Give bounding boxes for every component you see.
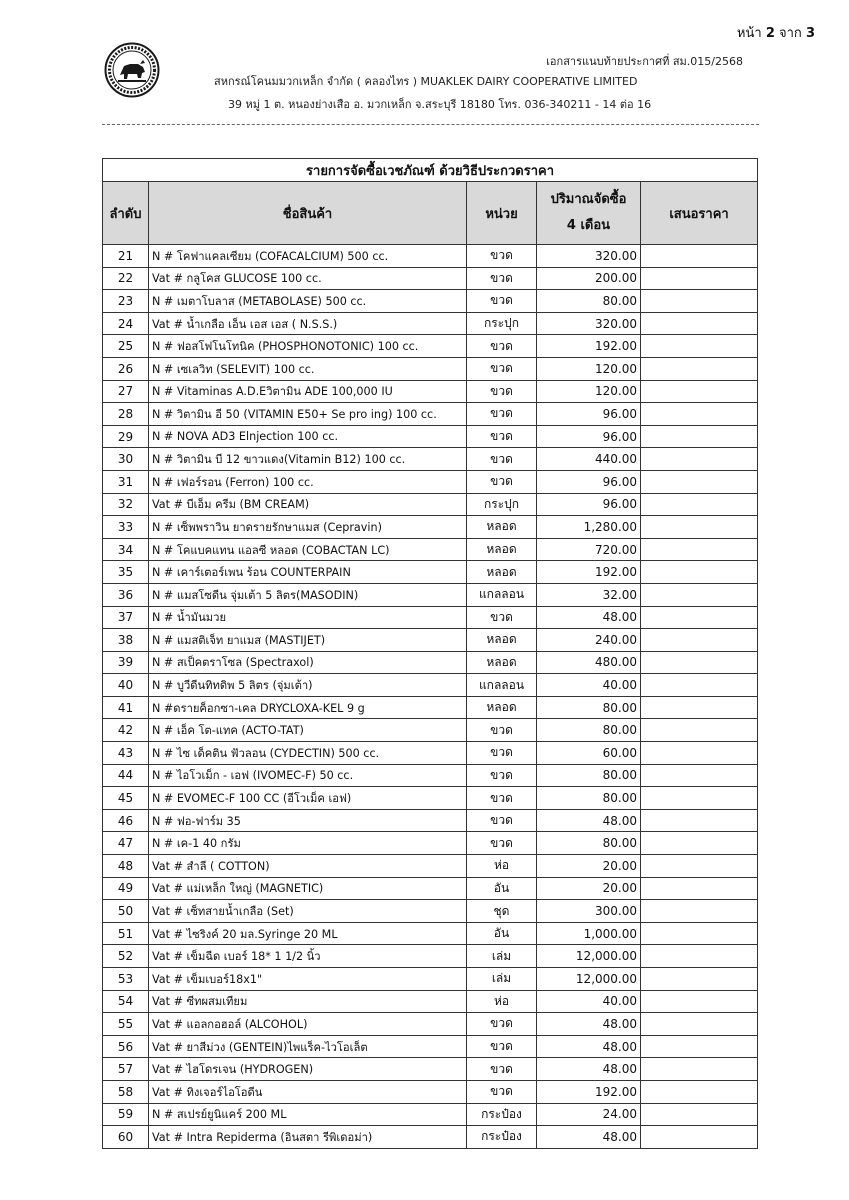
item-bid-price[interactable] <box>641 561 758 584</box>
item-name: N # บูวีดีนทิทดิพ 5 ลิตร (จุ่มเต้า) <box>149 674 467 697</box>
item-unit: ขวด <box>467 1058 537 1081</box>
item-bid-price[interactable] <box>641 787 758 810</box>
table-row <box>103 516 758 539</box>
table-title: รายการจัดซื้อเวชภัณฑ์ ด้วยวิธีประกวดราคา <box>103 159 758 182</box>
item-name: Vat # ไซริงค์ 20 มล.Syringe 20 ML <box>149 922 467 945</box>
table-row <box>103 1013 758 1036</box>
item-name: Vat # แอลกอฮอล์ (ALCOHOL) <box>149 1013 467 1036</box>
table-row <box>103 335 758 358</box>
item-unit: เล่ม <box>467 945 537 968</box>
row-number: 37 <box>103 606 149 629</box>
row-number: 45 <box>103 787 149 810</box>
item-quantity: 48.00 <box>537 1058 641 1081</box>
row-number: 59 <box>103 1103 149 1126</box>
item-quantity: 200.00 <box>537 267 641 290</box>
table-row <box>103 290 758 313</box>
item-name: Vat # แม่เหล็ก ใหญ่ (MAGNETIC) <box>149 877 467 900</box>
item-name: Vat # กลูโคส GLUCOSE 100 cc. <box>149 267 467 290</box>
item-bid-price[interactable] <box>641 380 758 403</box>
column-header-bid: เสนอราคา <box>641 182 758 245</box>
item-unit: กระปุก <box>467 493 537 516</box>
organization-address: 39 หมู่ 1 ต. หนองย่างเสือ อ. มวกเหล็ก จ.สระบุรี 18180 โทร. 036-340211 - 14 ต่อ 16 <box>228 98 652 111</box>
item-quantity: 240.00 <box>537 629 641 652</box>
item-quantity: 80.00 <box>537 764 641 787</box>
row-number: 52 <box>103 945 149 968</box>
table-row <box>103 787 758 810</box>
item-unit: ขวด <box>467 1035 537 1058</box>
item-unit: อัน <box>467 877 537 900</box>
item-unit: ชุด <box>467 900 537 923</box>
item-quantity: 80.00 <box>537 787 641 810</box>
item-unit: ขวด <box>467 1080 537 1103</box>
item-bid-price[interactable] <box>641 245 758 268</box>
item-quantity: 80.00 <box>537 696 641 719</box>
row-number: 56 <box>103 1035 149 1058</box>
page-number <box>737 22 815 43</box>
item-name: N # Vitaminas A.D.Eวิตามิน ADE 100,000 IU <box>149 380 467 403</box>
table-row <box>103 968 758 991</box>
row-number: 50 <box>103 900 149 923</box>
table-row <box>103 448 758 471</box>
announcement-reference: เอกสารแนบท้ายประกาศที่ สม.015/2568 <box>546 55 743 68</box>
item-name: N # แมสโซดีน จุ่มเต้า 5 ลิตร(MASODIN) <box>149 583 467 606</box>
item-quantity: 20.00 <box>537 877 641 900</box>
item-bid-price[interactable] <box>641 403 758 426</box>
item-name: N # EVOMEC-F 100 CC (อีโวเม็ค เอฟ) <box>149 787 467 810</box>
item-unit: หลอด <box>467 538 537 561</box>
organization-name: สหกรณ์โคนมมวกเหล็ก จำกัด ( คลองไทร ) MUAKLEK DAIRY COOPERATIVE LIMITED <box>214 75 638 88</box>
item-quantity: 40.00 <box>537 674 641 697</box>
table-row <box>103 945 758 968</box>
item-quantity: 1,280.00 <box>537 516 641 539</box>
table-row <box>103 1103 758 1126</box>
item-unit: ขวด <box>467 245 537 268</box>
header-divider <box>102 124 759 125</box>
item-bid-price[interactable] <box>641 583 758 606</box>
table-row <box>103 855 758 878</box>
table-row <box>103 357 758 380</box>
item-quantity: 192.00 <box>537 335 641 358</box>
table-row <box>103 425 758 448</box>
item-quantity: 12,000.00 <box>537 945 641 968</box>
item-bid-price[interactable] <box>641 357 758 380</box>
item-bid-price[interactable] <box>641 674 758 697</box>
item-unit: ขวด <box>467 1013 537 1036</box>
row-number: 53 <box>103 968 149 991</box>
row-number: 21 <box>103 245 149 268</box>
item-quantity: 48.00 <box>537 1126 641 1149</box>
item-quantity: 32.00 <box>537 583 641 606</box>
column-header-quantity <box>537 182 641 245</box>
item-bid-price[interactable] <box>641 629 758 652</box>
item-quantity: 48.00 <box>537 1013 641 1036</box>
item-bid-price[interactable] <box>641 1013 758 1036</box>
row-number: 54 <box>103 990 149 1013</box>
row-number: 42 <box>103 719 149 742</box>
item-quantity: 720.00 <box>537 538 641 561</box>
item-unit: เล่ม <box>467 968 537 991</box>
item-bid-price[interactable] <box>641 855 758 878</box>
item-bid-price[interactable] <box>641 606 758 629</box>
item-name: N # สเป็คตราโซล (Spectraxol) <box>149 651 467 674</box>
item-quantity: 48.00 <box>537 1035 641 1058</box>
column-header-unit: หน่วย <box>467 182 537 245</box>
item-quantity: 120.00 <box>537 357 641 380</box>
item-name: Vat # Intra Repiderma (อินสตา รีพิเดอม่า) <box>149 1126 467 1149</box>
page-total: 3 <box>805 26 815 41</box>
item-bid-price[interactable] <box>641 312 758 335</box>
item-quantity: 80.00 <box>537 290 641 313</box>
item-unit: ขวด <box>467 290 537 313</box>
item-unit: ขวด <box>467 719 537 742</box>
row-number: 28 <box>103 403 149 426</box>
item-unit: กระปุก <box>467 312 537 335</box>
item-quantity: 440.00 <box>537 448 641 471</box>
row-number: 44 <box>103 764 149 787</box>
page-of-label: จาก <box>779 26 802 41</box>
item-bid-price[interactable] <box>641 1035 758 1058</box>
row-number: 58 <box>103 1080 149 1103</box>
item-name: Vat # น้ำเกลือ เอ็น เอส เอส ( N.S.S.) <box>149 312 467 335</box>
table-row <box>103 696 758 719</box>
item-quantity: 80.00 <box>537 832 641 855</box>
row-number: 48 <box>103 855 149 878</box>
item-quantity: 192.00 <box>537 561 641 584</box>
item-bid-price[interactable] <box>641 470 758 493</box>
item-name: N # โคฟาแคลเซียม (COFACALCIUM) 500 cc. <box>149 245 467 268</box>
item-name: N # ฟอสโฟโนโทนิค (PHOSPHONOTONIC) 100 cc. <box>149 335 467 358</box>
row-number: 24 <box>103 312 149 335</box>
item-bid-price[interactable] <box>641 651 758 674</box>
row-number: 29 <box>103 425 149 448</box>
item-bid-price[interactable] <box>641 1080 758 1103</box>
item-name: N # สเปรย์ยูนิแคร์ 200 ML <box>149 1103 467 1126</box>
row-number: 49 <box>103 877 149 900</box>
item-name: N # วิตามิน อี 50 (VITAMIN E50+ Se pro ing) 100 cc. <box>149 403 467 426</box>
item-quantity: 96.00 <box>537 493 641 516</box>
row-number: 43 <box>103 742 149 765</box>
item-unit: ห่อ <box>467 855 537 878</box>
page-current: 2 <box>765 26 775 41</box>
row-number: 57 <box>103 1058 149 1081</box>
row-number: 51 <box>103 922 149 945</box>
item-bid-price[interactable] <box>641 425 758 448</box>
item-quantity: 40.00 <box>537 990 641 1013</box>
table-row <box>103 267 758 290</box>
item-name: Vat # สำลี ( COTTON) <box>149 855 467 878</box>
item-unit: หลอด <box>467 561 537 584</box>
row-number: 23 <box>103 290 149 313</box>
item-quantity: 120.00 <box>537 380 641 403</box>
item-name: N # แมสติเจ็ท ยาแมส (MASTIJET) <box>149 629 467 652</box>
item-bid-price[interactable] <box>641 267 758 290</box>
table-row <box>103 764 758 787</box>
item-unit: หลอด <box>467 696 537 719</box>
item-unit: ขวด <box>467 809 537 832</box>
item-quantity: 96.00 <box>537 403 641 426</box>
table-row <box>103 245 758 268</box>
table-row <box>103 583 758 606</box>
table-row <box>103 742 758 765</box>
item-bid-price[interactable] <box>641 809 758 832</box>
item-bid-price[interactable] <box>641 1126 758 1149</box>
item-name: N # NOVA AD3 Elnjection 100 cc. <box>149 425 467 448</box>
item-bid-price[interactable] <box>641 696 758 719</box>
table-row <box>103 651 758 674</box>
item-name: N # เมตาโบลาส (METABOLASE) 500 cc. <box>149 290 467 313</box>
item-quantity: 12,000.00 <box>537 968 641 991</box>
table-row <box>103 832 758 855</box>
row-number: 36 <box>103 583 149 606</box>
table-row <box>103 900 758 923</box>
item-name: N # เฟอร์รอน (Ferron) 100 cc. <box>149 470 467 493</box>
row-number: 32 <box>103 493 149 516</box>
item-name: Vat # ซีทผสมเทียม <box>149 990 467 1013</box>
item-quantity: 320.00 <box>537 245 641 268</box>
item-bid-price[interactable] <box>641 764 758 787</box>
item-bid-price[interactable] <box>641 290 758 313</box>
item-unit: ห่อ <box>467 990 537 1013</box>
item-name: Vat # เข็มเบอร์18x1" <box>149 968 467 991</box>
column-header-no: ลำดับ <box>103 182 149 245</box>
item-unit: หลอด <box>467 629 537 652</box>
item-bid-price[interactable] <box>641 877 758 900</box>
item-unit: ขวด <box>467 335 537 358</box>
procurement-table <box>102 158 758 1149</box>
table-row <box>103 561 758 584</box>
item-quantity: 96.00 <box>537 425 641 448</box>
table-row <box>103 493 758 516</box>
item-quantity: 192.00 <box>537 1080 641 1103</box>
item-name: N #ดรายค็อกซา-เคล DRYCLOXA-KEL 9 g <box>149 696 467 719</box>
item-unit: ขวด <box>467 403 537 426</box>
row-number: 60 <box>103 1126 149 1149</box>
item-quantity: 480.00 <box>537 651 641 674</box>
item-unit: หลอด <box>467 651 537 674</box>
item-bid-price[interactable] <box>641 900 758 923</box>
table-row <box>103 1126 758 1149</box>
item-name: N # ไซ เด็คติน ฟัวลอน (CYDECTIN) 500 cc. <box>149 742 467 765</box>
table-row <box>103 606 758 629</box>
item-bid-price[interactable] <box>641 1058 758 1081</box>
item-unit: ขวด <box>467 380 537 403</box>
item-bid-price[interactable] <box>641 945 758 968</box>
row-number: 39 <box>103 651 149 674</box>
item-name: Vat # เซ็ทสายน้ำเกลือ (Set) <box>149 900 467 923</box>
item-unit: ขวด <box>467 742 537 765</box>
item-unit: ขวด <box>467 606 537 629</box>
item-name: Vat # ทิงเจอร์ไอโอดีน <box>149 1080 467 1103</box>
item-unit: หลอด <box>467 516 537 539</box>
table-row <box>103 380 758 403</box>
item-name: N # เซเลวิท (SELEVIT) 100 cc. <box>149 357 467 380</box>
column-header-quantity-line2: 4 เดือน <box>566 218 611 233</box>
item-unit: แกลลอน <box>467 583 537 606</box>
item-name: Vat # ไฮโดรเจน (HYDROGEN) <box>149 1058 467 1081</box>
item-name: N # โคแบคแทน แอลซี หลอด (COBACTAN LC) <box>149 538 467 561</box>
table-body <box>103 245 758 1149</box>
item-unit: แกลลอน <box>467 674 537 697</box>
table-row <box>103 403 758 426</box>
table-row <box>103 470 758 493</box>
row-number: 40 <box>103 674 149 697</box>
item-bid-price[interactable] <box>641 516 758 539</box>
page-label: หน้า <box>736 26 762 41</box>
item-bid-price[interactable] <box>641 990 758 1013</box>
row-number: 41 <box>103 696 149 719</box>
item-quantity: 20.00 <box>537 855 641 878</box>
item-quantity: 24.00 <box>537 1103 641 1126</box>
item-bid-price[interactable] <box>641 968 758 991</box>
item-name: N # ฟอ-ฟาร์ม 35 <box>149 809 467 832</box>
item-bid-price[interactable] <box>641 538 758 561</box>
table-row <box>103 719 758 742</box>
table-row <box>103 990 758 1013</box>
row-number: 31 <box>103 470 149 493</box>
row-number: 34 <box>103 538 149 561</box>
item-unit: ขวด <box>467 448 537 471</box>
item-unit: กระป๋อง <box>467 1103 537 1126</box>
item-unit: ขวด <box>467 787 537 810</box>
item-quantity: 60.00 <box>537 742 641 765</box>
item-unit: ขวด <box>467 425 537 448</box>
item-bid-price[interactable] <box>641 832 758 855</box>
item-bid-price[interactable] <box>641 448 758 471</box>
item-quantity: 1,000.00 <box>537 922 641 945</box>
row-number: 38 <box>103 629 149 652</box>
row-number: 35 <box>103 561 149 584</box>
item-unit: ขวด <box>467 267 537 290</box>
item-bid-price[interactable] <box>641 922 758 945</box>
item-name: N # วิตามิน บี 12 ขาวแดง(Vitamin B12) 100 cc. <box>149 448 467 471</box>
item-name: N # เอ็ค โต-แทค (ACTO-TAT) <box>149 719 467 742</box>
row-number: 33 <box>103 516 149 539</box>
item-name: N # ไอโวเม็ก - เอฟ (IVOMEC-F) 50 cc. <box>149 764 467 787</box>
item-unit: ขวด <box>467 832 537 855</box>
table-row <box>103 538 758 561</box>
table-row <box>103 312 758 335</box>
item-bid-price[interactable] <box>641 719 758 742</box>
item-name: N # เซ็พพราวิน ยาดรายรักษาแมส (Cepravin) <box>149 516 467 539</box>
item-name: Vat # เข็มฉีด เบอร์ 18* 1 1/2 นิ้ว <box>149 945 467 968</box>
row-number: 22 <box>103 267 149 290</box>
item-quantity: 80.00 <box>537 719 641 742</box>
item-name: Vat # ยาสีม่วง (GENTEIN)ไพแร็ค-ไวโอเล็ต <box>149 1035 467 1058</box>
item-name: N # เค-1 40 กรัม <box>149 832 467 855</box>
row-number: 46 <box>103 809 149 832</box>
cooperative-seal-icon <box>104 42 160 98</box>
row-number: 30 <box>103 448 149 471</box>
item-name: Vat # บีเอ็ม ครีม (BM CREAM) <box>149 493 467 516</box>
item-bid-price[interactable] <box>641 1103 758 1126</box>
column-header-quantity-line1: ปริมาณจัดซื้อ <box>550 192 627 207</box>
row-number: 47 <box>103 832 149 855</box>
table-row <box>103 1058 758 1081</box>
item-quantity: 48.00 <box>537 809 641 832</box>
item-unit: ขวด <box>467 470 537 493</box>
item-unit: อัน <box>467 922 537 945</box>
item-bid-price[interactable] <box>641 493 758 516</box>
row-number: 25 <box>103 335 149 358</box>
item-quantity: 320.00 <box>537 312 641 335</box>
column-header-name: ชื่อสินค้า <box>149 182 467 245</box>
row-number: 26 <box>103 357 149 380</box>
item-unit: กระป๋อง <box>467 1126 537 1149</box>
item-unit: ขวด <box>467 357 537 380</box>
row-number: 27 <box>103 380 149 403</box>
item-quantity: 48.00 <box>537 606 641 629</box>
item-quantity: 96.00 <box>537 470 641 493</box>
table-row <box>103 922 758 945</box>
item-quantity: 300.00 <box>537 900 641 923</box>
table-row <box>103 629 758 652</box>
table-row <box>103 1080 758 1103</box>
table-row <box>103 877 758 900</box>
table-row <box>103 1035 758 1058</box>
item-unit: ขวด <box>467 764 537 787</box>
table-row <box>103 674 758 697</box>
item-bid-price[interactable] <box>641 742 758 765</box>
table-row <box>103 809 758 832</box>
item-bid-price[interactable] <box>641 335 758 358</box>
item-name: N # น้ำมันมวย <box>149 606 467 629</box>
row-number: 55 <box>103 1013 149 1036</box>
item-name: N # เคาร์เตอร์เพน ร้อน COUNTERPAIN <box>149 561 467 584</box>
